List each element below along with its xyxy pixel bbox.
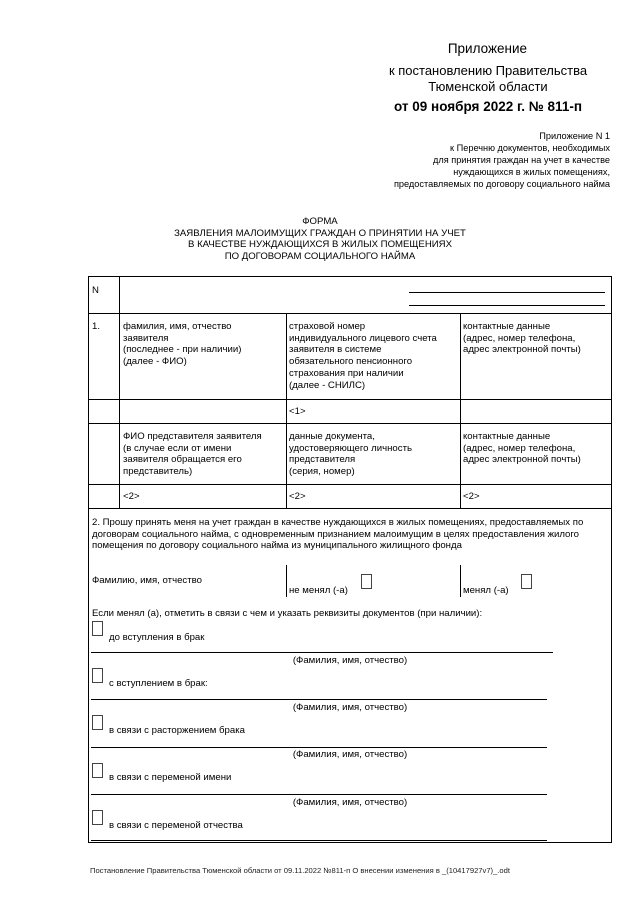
- form-title-line: ФОРМА: [302, 216, 338, 227]
- row-divider: [89, 423, 611, 424]
- rep-fio-cell[interactable]: ФИО представителя заявителя (в случае если от имени заявителя обращается его представитель): [123, 431, 262, 478]
- footnote-ref: <2>: [123, 491, 140, 502]
- not-changed-label: не менял (-а): [289, 585, 348, 596]
- fio-caption: (Фамилия, имя, отчество): [292, 655, 408, 666]
- request-text: 2. Прошу принять меня на учет граждан в качестве нуждающихся в жилых помещениях, предоставляемых по договорам социального найма, с одновременным признанием малоимущим в целях предоставления жилого помещения по договору социального найма из муниципального жилищного фонда: [92, 517, 584, 552]
- col-divider: [286, 565, 287, 597]
- col-divider: [460, 313, 461, 508]
- rep-contacts-cell[interactable]: контактные данные (адрес, номер телефона, адрес электронной почты): [463, 431, 581, 466]
- reason-checkbox[interactable]: [92, 763, 103, 778]
- reason-marriage: с вступлением в брак:: [109, 678, 208, 689]
- number-label: N: [92, 285, 99, 296]
- footnote-ref: <1>: [289, 406, 306, 417]
- not-changed-checkbox[interactable]: [361, 574, 372, 589]
- changed-label: менял (-а): [463, 585, 509, 596]
- fio-caption: (Фамилия, имя, отчество): [292, 749, 408, 760]
- form-title: [0, 216, 640, 262]
- fio-fill-line[interactable]: [91, 699, 547, 700]
- footnote-ref: <2>: [463, 491, 480, 502]
- if-changed-text: Если менял (а), отметить в связи с чем и указать реквизиты документов (при наличии):: [92, 608, 483, 619]
- row-number: 1.: [92, 321, 101, 332]
- col-divider: [119, 277, 120, 508]
- form-title-line: В КАЧЕСТВЕ НУЖДАЮЩИХСЯ В ЖИЛЫХ ПОМЕЩЕНИЯХ: [188, 239, 452, 250]
- annex-block: [290, 130, 610, 190]
- reason-checkbox[interactable]: [92, 810, 103, 825]
- annex-line: предоставляемых по договору социального найма: [393, 179, 610, 189]
- annex-line: к Перечню документов, необходимых: [450, 143, 610, 153]
- appendix-title: Приложение: [447, 41, 527, 56]
- date-fill-line[interactable]: [409, 305, 605, 306]
- reason-patronymic-change: в связи с переменой отчества: [109, 820, 243, 831]
- appendix-line-3: Тюменской области: [428, 79, 548, 94]
- appendix-resolution: [358, 63, 618, 95]
- row-divider: [89, 484, 611, 485]
- fio-caption: (Фамилия, имя, отчество): [292, 797, 408, 808]
- form-title-line: ЗАЯВЛЕНИЯ МАЛОИМУЩИХ ГРАЖДАН О ПРИНЯТИИ НА УЧЕТ: [174, 227, 466, 239]
- annex-line: нуждающихся в жилых помещениях,: [453, 167, 610, 177]
- footnote-ref: <2>: [289, 491, 306, 502]
- application-form: [88, 276, 612, 843]
- applicant-fio-cell[interactable]: фамилия, имя, отчество заявителя (последнее - при наличии) (далее - ФИО): [123, 321, 242, 368]
- reason-name-change: в связи с переменой имени: [109, 772, 232, 783]
- row-divider: [89, 508, 611, 509]
- fio-label: Фамилию, имя, отчество: [92, 575, 202, 586]
- annex-line: Приложение N 1: [539, 131, 610, 141]
- form-title-line: ПО ДОГОВОРАМ СОЦИАЛЬНОГО НАЙМА: [224, 250, 416, 262]
- applicant-contacts-cell[interactable]: контактные данные (адрес, номер телефона, адрес электронной почты): [463, 321, 581, 356]
- reason-checkbox[interactable]: [92, 715, 103, 730]
- reason-checkbox[interactable]: [92, 668, 103, 683]
- appendix-line-2: к постановлению Правительства: [388, 63, 588, 78]
- appendix-date: от 09 ноября 2022 г. № 811-п: [394, 99, 582, 114]
- rep-document-cell[interactable]: данные документа, удостоверяющего личность представителя (серия, номер): [289, 431, 412, 478]
- fio-fill-line[interactable]: [91, 747, 547, 748]
- col-divider: [286, 313, 287, 508]
- fio-fill-line[interactable]: [91, 794, 547, 795]
- reason-before-marriage: до вступления в брак: [109, 632, 205, 643]
- col-divider: [460, 565, 461, 597]
- document-footer: Постановление Правительства Тюменской области от 09.11.2022 №811-п О внесении изменения в _(10417927v7)_.odt: [90, 866, 510, 875]
- changed-checkbox[interactable]: [521, 574, 532, 589]
- applicant-snils-cell[interactable]: страховой номер индивидуального лицевого счета заявителя в системе обязательного пенсионного страхования при наличии (далее - СНИЛС): [289, 321, 437, 391]
- reason-checkbox[interactable]: [92, 621, 103, 636]
- annex-line: для принятия граждан на учет в качестве: [432, 155, 610, 165]
- fio-fill-line[interactable]: [91, 652, 553, 653]
- fio-fill-line[interactable]: [91, 840, 547, 841]
- reason-divorce: в связи с расторжением брака: [109, 725, 245, 736]
- row-divider: [89, 399, 611, 400]
- number-fill-line[interactable]: [409, 292, 605, 293]
- row-divider: [89, 313, 611, 314]
- fio-caption: (Фамилия, имя, отчество): [292, 702, 408, 713]
